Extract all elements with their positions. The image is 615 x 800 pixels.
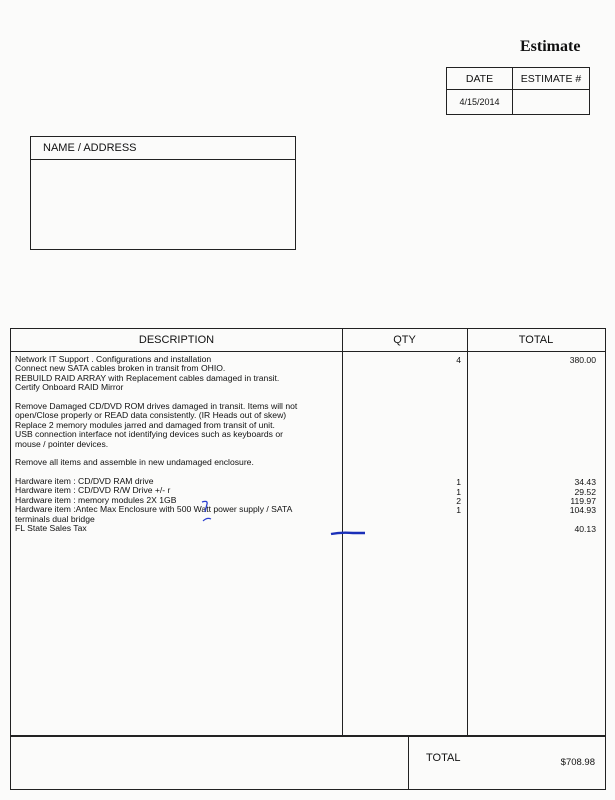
line-item-description: Hardware item : memory modules 2X 1GB	[15, 494, 177, 505]
totals-footer	[10, 736, 606, 790]
pen-mark-icon	[201, 516, 213, 524]
description-column	[15, 355, 339, 533]
line-item-description: Connect new SATA cables broken in transit from OHIO.	[15, 363, 226, 374]
estimate-number-value	[513, 90, 589, 114]
line-item-description: FL State Sales Tax	[15, 523, 87, 534]
document-title: Estimate	[520, 38, 581, 55]
line-item-description: Hardware item :Antec Max Enclosure with 500 Watt power supply / SATA	[15, 504, 293, 515]
line-item-qty: 4	[456, 355, 461, 365]
footer-divider	[408, 737, 409, 789]
qty-column-header: QTY	[393, 334, 416, 346]
line-item-description: terminals dual bridge	[15, 513, 95, 524]
pen-mark-icon	[329, 529, 367, 539]
line-item-description: Replace 2 memory modules jarred and damaged from transit of unit.	[15, 419, 275, 430]
line-item-description: Hardware item : CD/DVD RAM drive	[15, 476, 154, 487]
line-item-description: mouse / pointer devices.	[15, 438, 109, 449]
header-divider	[11, 351, 605, 352]
line-item-description: Network IT Support . Configurations and installation	[15, 354, 212, 364]
line-item-total: 40.13	[574, 524, 596, 535]
estimate-number-header: ESTIMATE #	[513, 68, 589, 90]
date-header: DATE	[447, 68, 513, 90]
line-item-description: Certify Onboard RAID Mirror	[15, 382, 124, 393]
line-item-qty: 1	[456, 477, 461, 488]
line-item-description: USB connection interface not identifying devices such as keyboards or	[15, 429, 283, 440]
line-item-description: Remove all items and assemble in new undamaged enclosure.	[15, 457, 254, 468]
line-item-description: Hardware item : CD/DVD R/W Drive +/- r	[15, 485, 171, 496]
description-column-header: DESCRIPTION	[138, 334, 215, 346]
name-address-box	[30, 136, 296, 250]
line-item-total: 29.52	[574, 486, 596, 497]
name-address-header: NAME / ADDRESS	[31, 137, 295, 160]
total-column-header: TOTAL	[518, 334, 554, 346]
line-item-description: Remove Damaged CD/DVD ROM drives damaged in transit. Items will not	[15, 400, 298, 411]
date-value: 4/15/2014	[447, 90, 513, 114]
pen-mark-icon	[199, 499, 213, 515]
grand-total-label: TOTAL	[426, 752, 461, 764]
line-item-qty: 1	[456, 486, 461, 497]
line-item-total: 34.43	[574, 477, 596, 488]
line-item-total: 119.97	[570, 496, 596, 506]
line-item-total: 380.00	[569, 355, 596, 365]
line-item-qty: 1	[456, 505, 461, 516]
line-item-description: REBUILD RAID ARRAY with Replacement cables damaged in transit.	[15, 372, 280, 383]
line-item-qty: 2	[456, 496, 461, 506]
line-item-total: 104.93	[569, 505, 596, 516]
estimate-info-box	[446, 67, 590, 115]
line-item-description: open/Close properly or READ data consistently. (IR Heads out of skew)	[15, 410, 287, 421]
line-items-table	[10, 328, 606, 736]
grand-total-value: $708.98	[560, 757, 595, 768]
column-divider	[467, 329, 468, 735]
